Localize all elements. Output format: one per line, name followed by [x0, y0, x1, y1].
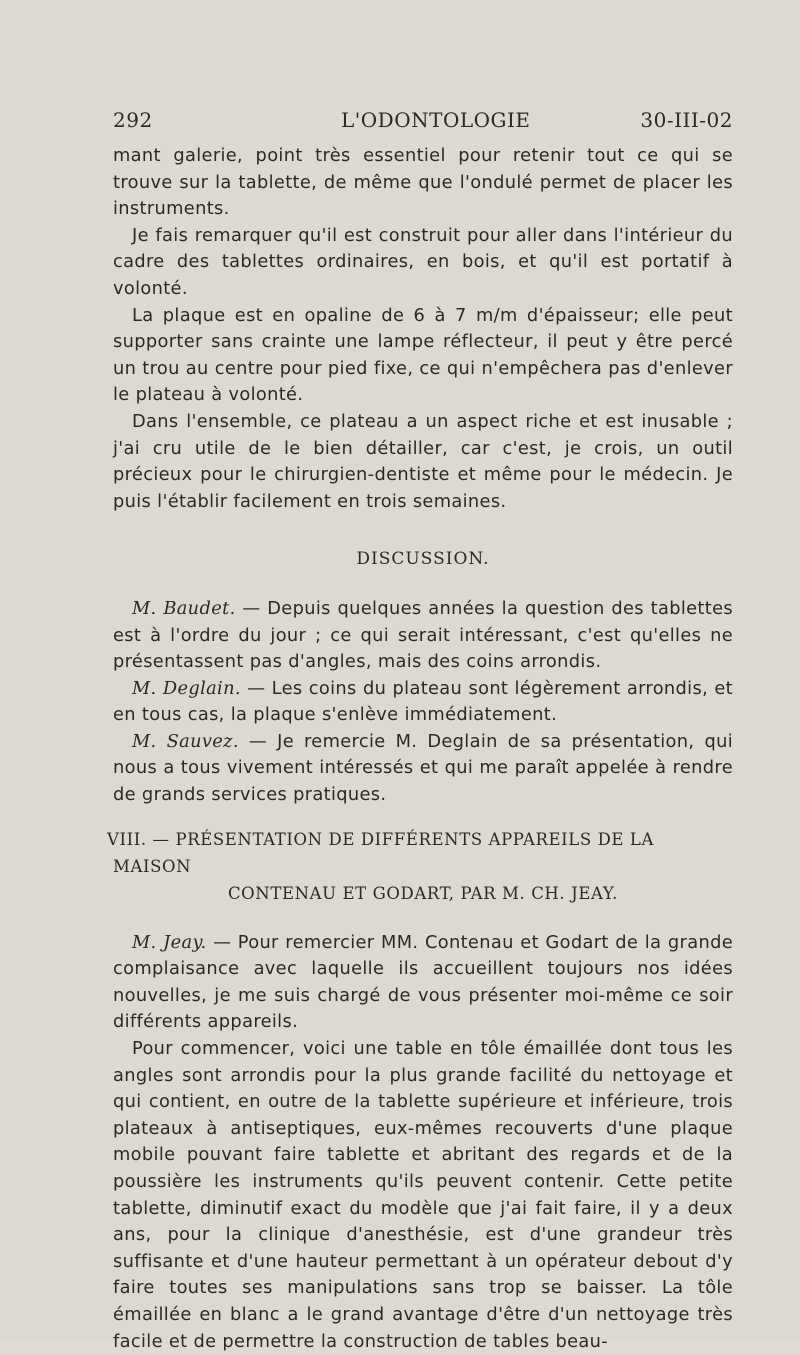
- discussion-heading: DISCUSSION.: [356, 549, 490, 570]
- remark: [113, 676, 733, 729]
- remark-text: — Les coins du plateau sont légèrement arrondis, et en tous cas, la plaque s'enlève immédiatement.: [113, 677, 733, 726]
- journal-title: L'ODONTOLOGIE: [341, 108, 531, 132]
- paragraph: Pour commencer, voici une table en tôle émaillée dont tous les angles sont arrondis pour la plus grande facilité du nettoyage et qui contient, en outre de la tablette supérieure et inférieure, trois plateaux à antiseptiques, eux-mêmes recouverts d'une plaque mobile pouvant faire tablette et abritant des regards et de la poussière les instruments qu'ils peuvent contenir. Cette petite tablette, diminutif exact du modèle que j'ai fait faire, il y a deux ans, pour la clinique d'anesthésie, est d'une grandeur très suffisante et d'une hauteur permettant à un opérateur debout d'y faire toutes ses manipulations sans trop se baisser. La tôle émaillée en blanc a le grand avantage d'être d'un nettoyage très facile et de permettre la construction de tables beau-: [113, 1038, 733, 1352]
- section-title-line: CONTENAU ET GODART, PAR M. CH. JEAY.: [227, 883, 619, 903]
- remark-text: — Pour remercier MM. Contenau et Godart de la grande complaisance avec laquelle ils accueillent toujours nos idées nouvelles, je me suis chargé de vous présenter moi-même ce soir différents appareils.: [113, 931, 733, 1033]
- remark: [113, 729, 733, 809]
- remark-text: — Depuis quelques années la question des tablettes est à l'ordre du jour ; ce qui serait intéressant, c'est qu'elles ne présentassent pas d'angles, mais des coins arrondis.: [113, 597, 733, 673]
- section-title-line: VIII. — PRÉSENTATION DE DIFFÉRENTS APPAREILS DE LA MAISON: [107, 829, 654, 876]
- speaker-name: M. Baudet.: [132, 597, 236, 619]
- paragraph: La plaque est en opaline de 6 à 7 m/m d'épaisseur; elle peut supporter sans crainte une lampe réflecteur, il peut y être percé un trou au centre pour pied fixe, ce qui n'empêchera pas d'enlever le plateau à volonté.: [113, 304, 733, 406]
- remark: [113, 596, 733, 676]
- paragraph: mant galerie, point très essentiel pour retenir tout ce qui se trouve sur la tablette, de même que l'ondulé permet de placer les instruments.: [113, 145, 733, 220]
- paragraph: Je fais remarquer qu'il est construit pour aller dans l'intérieur du cadre des tablettes ordinaires, en bois, et qu'il est portatif à volonté.: [113, 224, 733, 299]
- paragraph: Dans l'ensemble, ce plateau a un aspect riche et est inusable ; j'ai cru utile de le bien détailler, car c'est, je crois, un outil précieux pour le chirurgien-dentiste et même pour le médecin. Je puis l'établir facilement en trois semaines.: [113, 410, 733, 512]
- speaker-name: M. Jeay.: [132, 931, 207, 953]
- issue-date: 30-III-02: [640, 108, 733, 132]
- remark-text: — Je remercie M. Deglain de sa présentation, qui nous a tous vivement intéressés et qui me paraît appelée à rendre de grands services pratiques.: [113, 730, 733, 806]
- page-number: 292: [113, 108, 153, 132]
- body-text: [107, 143, 733, 1355]
- speaker-name: M. Sauvez.: [132, 730, 239, 752]
- remark: [113, 930, 733, 1036]
- section-title: [107, 826, 733, 907]
- speaker-name: M. Deglain.: [132, 677, 241, 699]
